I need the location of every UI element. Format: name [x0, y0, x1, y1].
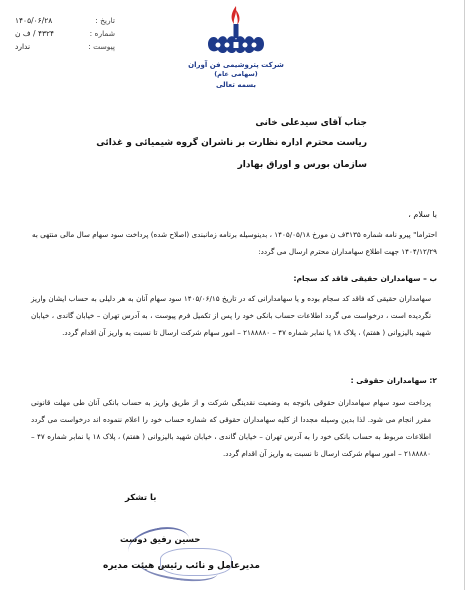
number-value: ۴۳۲۴ / ف ن: [15, 29, 55, 38]
company-logo-icon: [200, 4, 272, 60]
attachment-row: [15, 40, 115, 53]
page-edge: [464, 0, 465, 590]
section-b-paragraph: سهامداران حقیقی که فاقد کد سجام بوده و یا سهامدارانی که در تاریخ ۱۴۰۵/۰۶/۱۵ سود سهام آنان به هر دلیلی به حساب ایشان واریز نگردیده است ، درخواست می گردد اطلاعات حساب بانکی خود را پس از تکمیل فرم پیوست ، به آدرس تهران – خیابان گاندی ، خیابان شهید بالیزوانی ( هفتم) ، پلاک ۱۸ یا نمابر شماره ۴۷ – ۲۱۸۸۸۸۰ – امور سهام شرکت ارسال تا نسبت به واریز آن اقدام گردد.: [31, 294, 431, 337]
number-label: شماره :: [89, 29, 115, 38]
greeting: با سلام ،: [408, 210, 437, 219]
section-2-paragraph: پرداخت سود سهام سهامداران حقوقی باتوجه به وضعیت نقدینگی شرکت و از طریق واریز به حساب بانکی آنان طی مهلت قانونی مقرر انجام می شود. لذا بدین وسیله مجددا از کلیه سهامداران حقوقی که شماره حساب خود را اعلام ننموده اند درخواست می گردد اطلاعات مربوط به حساب بانکی خود را به آدرس تهران – خیابان گاندی ، خیابان شهید بالیزوانی ( هفتم) ، پلاک ۱۸ یا نمابر شماره ۴۷ – ۲۱۸۸۸۸۰ – امور سهام شرکت ارسال تا نسبت به واریز آن اقدام گردد.: [31, 398, 431, 458]
attachment-label: پیوست :: [88, 42, 115, 51]
date-row: [15, 14, 115, 27]
letter-meta: [15, 14, 115, 53]
company-type: (سهامی عام): [214, 70, 258, 78]
closing-thanks: با تشکر: [125, 493, 157, 503]
intro-paragraph: احتراما" پیرو نامه شماره ۳۱۳۵ف ن مورخ ۱۴۰۵/۰۵/۱۸ ، بدینوسیله برنامه زمانبندی (اصلاح شده) پرداخت سود سهام سال مالی منتهی به ۱۴۰۴/۱۲/۲۹ جهت اطلاع سهامداران محترم ارسال می گردد:: [32, 230, 438, 256]
signer-title: مدیرعامل و نائب رئیس هیئت مدیره: [103, 561, 260, 571]
attachment-value: ندارد: [15, 42, 31, 51]
date-value: ۱۴۰۵/۰۶/۲۸: [15, 16, 53, 25]
addressee-organization: سازمان بورس و اوراق بهادار: [237, 160, 367, 170]
number-row: [15, 27, 115, 40]
signer-name: حسین رفیق دوست: [120, 535, 201, 545]
date-label: تاریخ :: [95, 16, 115, 25]
company-name: شرکت پتروشیمی فن آوران: [188, 61, 284, 69]
section-2-heading: ۲: سهامداران حقوقی :: [350, 376, 437, 385]
addressee-name: جناب آقای سیدعلی خانی: [255, 118, 367, 128]
addressee-position: ریاست محترم اداره نظارت بر ناشران گروه شیمیائی و غذائی: [96, 138, 367, 148]
basmala: بسمه تعالی: [215, 81, 257, 89]
section-b-heading: ب – سهامداران حقیقی فاقد کد سجام:: [293, 274, 437, 283]
company-logo-block: [182, 4, 290, 89]
